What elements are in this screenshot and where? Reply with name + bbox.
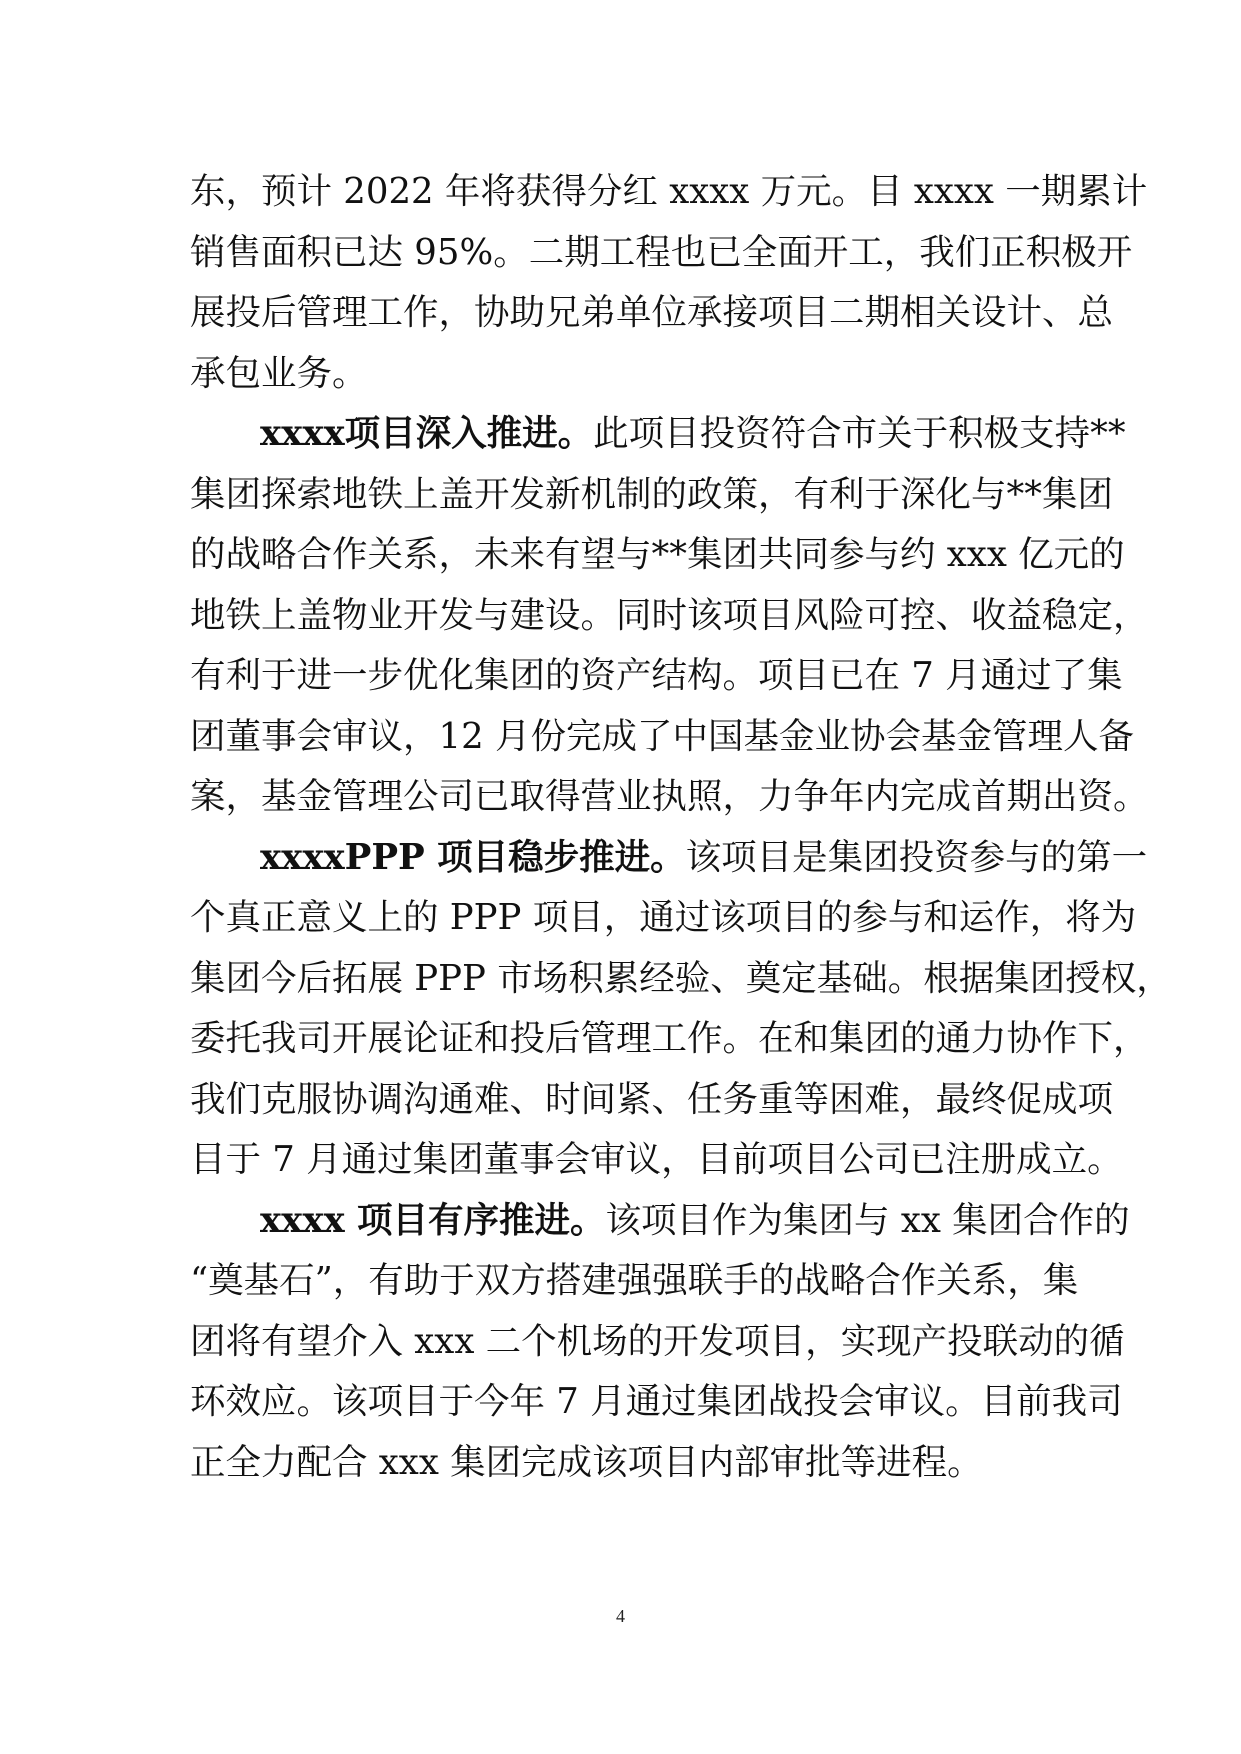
text-line: 团董事会审议，12 月份完成了中国基金业协会基金管理人备 — [190, 715, 1134, 757]
text-line: 有利于进一步优化集团的资产结构。项目已在 7 月通过了集 — [190, 655, 1123, 696]
paragraph-heading: xxxxPPP 项目稳步推进。 — [260, 836, 686, 878]
text-line: 承包业务。 — [190, 352, 368, 394]
paragraph-continuation — [190, 162, 1148, 404]
paragraph-airport-project — [190, 1191, 1130, 1494]
text-line — [190, 404, 1126, 465]
text-line: 环效应。该项目于今年 7 月通过集团战投会审议。目前我司 — [190, 1381, 1123, 1422]
text-line: 地铁上盖物业开发与建设。同时该项目风险可控、收益稳定， — [190, 594, 1149, 636]
text-line: 案，基金管理公司已取得营业执照，力争年内完成首期出资。 — [190, 776, 1149, 817]
text-line: 东，预计 2022 年将获得分红 xxxx 万元。目 xxxx 一期累计 — [190, 171, 1148, 212]
text-line: 个真正意义上的 PPP 项目，通过该项目的参与和运作，将为 — [190, 897, 1137, 938]
text-run: 此项目投资符合市关于积极支持** — [593, 413, 1126, 454]
text-line: “奠基石”，有助于双方搭建强强联手的战略合作关系，集 — [190, 1260, 1079, 1301]
text-line: 委托我司开展论证和投后管理工作。在和集团的通力协作下， — [190, 1018, 1149, 1059]
paragraph-heading: xxxx 项目有序推进。 — [260, 1199, 606, 1241]
text-line: 展投后管理工作，协助兄弟单位承接项目二期相关设计、总 — [190, 292, 1114, 333]
text-line: 集团今后拓展 PPP 市场积累经验、奠定基础。根据集团授权， — [190, 957, 1172, 999]
text-line — [190, 828, 1148, 889]
text-line: 集团探索地铁上盖开发新机制的政策，有利于深化与**集团 — [190, 473, 1114, 515]
paragraph-metro-project — [190, 404, 1149, 828]
page-number: 4 — [616, 1606, 625, 1626]
text-line: 的战略合作关系，未来有望与**集团共同参与约 xxx 亿元的 — [190, 534, 1125, 575]
text-run: 该项目是集团投资参与的第一 — [685, 836, 1148, 878]
text-line: 正全力配合 xxx 集团完成该项目内部审批等进程。 — [190, 1441, 983, 1483]
paragraph-heading: xxxx项目深入推进。 — [260, 413, 594, 454]
text-line — [190, 1191, 1130, 1252]
body-text — [190, 162, 1172, 1493]
paragraph-ppp-project — [190, 828, 1172, 1191]
text-line: 团将有望介入 xxx 二个机场的开发项目，实现产投联动的循 — [190, 1320, 1125, 1362]
text-run: 该项目作为集团与 xx 集团合作的 — [605, 1199, 1130, 1241]
text-line: 我们克服协调沟通难、时间紧、任务重等困难，最终促成项 — [190, 1078, 1114, 1120]
text-line: 销售面积已达 95%。二期工程也已全面开工，我们正积极开 — [190, 231, 1133, 273]
text-line: 目于 7 月通过集团董事会审议，目前项目公司已注册成立。 — [190, 1139, 1123, 1180]
